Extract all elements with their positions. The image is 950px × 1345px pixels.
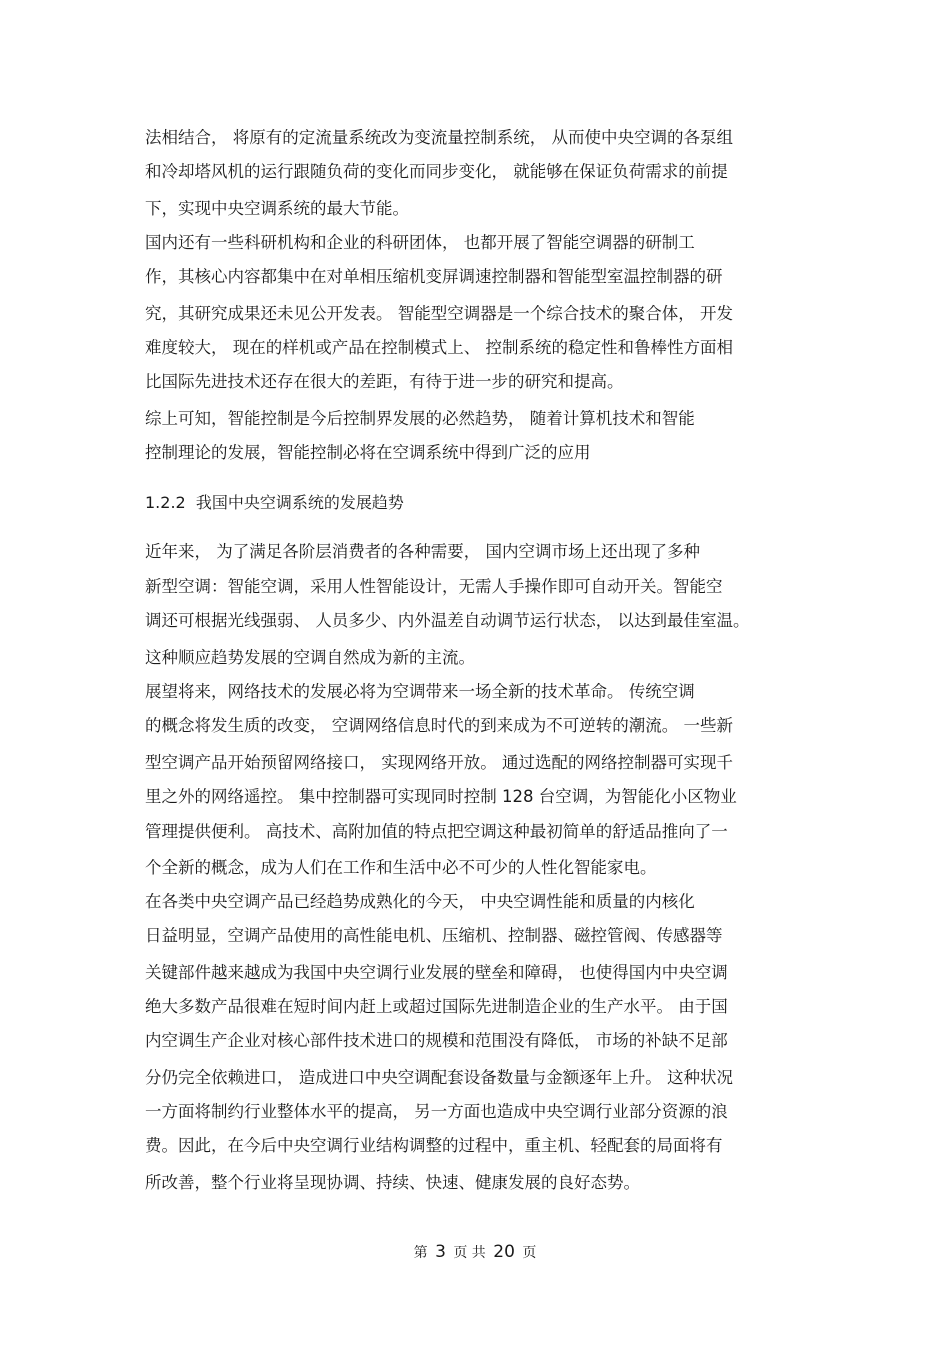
- section-number: 1.2.2: [145, 493, 186, 512]
- text-line: 型空调产品开始预留网络接口， 实现网络开放。 通过选配的网络控制器可实现千: [145, 753, 733, 772]
- text-line: 新型空调：智能空调，采用人性智能设计，无需人手操作即可自动开关。智能空: [145, 577, 723, 596]
- section-title: 我国中央空调系统的发展趋势: [195, 493, 404, 512]
- text-line: 究，其研究成果还未见公开发表。 智能型空调器是一个综合技术的聚合体， 开发: [145, 304, 733, 323]
- text-line: 比国际先进技术还存在很大的差距，有待于进一步的研究和提高。: [145, 372, 624, 391]
- text-line: 法相结合， 将原有的定流量系统改为变流量控制系统， 从而使中央空调的各泵组: [145, 128, 733, 147]
- footer-prefix: 第: [413, 1245, 428, 1261]
- footer-suffix: 页: [522, 1245, 537, 1261]
- text-line: 难度较大， 现在的样机或产品在控制模式上、 控制系统的稳定性和鲁棒性方面相: [145, 338, 733, 357]
- text-line: 作，其核心内容都集中在对单相压缩机变屏调速控制器和智能型室温控制器的研: [145, 267, 723, 286]
- text-line: 下，实现中央空调系统的最大节能。: [145, 199, 409, 218]
- text-line: 综上可知，智能控制是今后控制界发展的必然趋势， 随着计算机技术和智能: [145, 409, 695, 428]
- current-page-number: 3: [435, 1242, 446, 1262]
- text-line: 调还可根据光线强弱、 人员多少、内外温差自动调节运行状态， 以达到最佳室温。: [145, 611, 750, 630]
- text-line: 里之外的网络遥控。 集中控制器可实现同时控制 128 台空调，为智能化小区物业: [145, 787, 737, 806]
- text-line: 控制理论的发展，智能控制必将在空调系统中得到广泛的应用: [145, 443, 591, 462]
- text-line: 费。因此，在今后中央空调行业结构调整的过程中，重主机、轻配套的局面将有: [145, 1136, 723, 1155]
- text-line: 个全新的概念，成为人们在工作和生活中必不可少的人性化智能家电。: [145, 858, 657, 877]
- text-line: 和冷却塔风机的运行跟随负荷的变化而同步变化， 就能够在保证负荷需求的前提: [145, 162, 728, 181]
- text-line: 日益明显，空调产品使用的高性能电机、压缩机、控制器、磁控管阀、传感器等: [145, 926, 723, 945]
- text-line: 关键部件越来越成为我国中央空调行业发展的壁垒和障碍， 也使得国内中央空调: [145, 963, 728, 982]
- text-line: 所改善，整个行业将呈现协调、持续、快速、健康发展的良好态势。: [145, 1173, 640, 1192]
- footer-middle: 页 共: [453, 1245, 486, 1261]
- page-footer: [0, 1242, 950, 1263]
- text-line: 绝大多数产品很难在短时间内赶上或超过国际先进制造企业的生产水平。 由于国: [145, 997, 728, 1016]
- text-line: 在各类中央空调产品已经趋势成熟化的今天， 中央空调性能和质量的内核化: [145, 892, 695, 911]
- text-line: 内空调生产企业对核心部件技术进口的规模和范围没有降低， 市场的补缺不足部: [145, 1031, 728, 1050]
- text-line: 国内还有一些科研机构和企业的科研团体， 也都开展了智能空调器的研制工: [145, 233, 695, 252]
- total-page-count: 20: [493, 1242, 515, 1262]
- text-line: 展望将来，网络技术的发展必将为空调带来一场全新的技术革命。 传统空调: [145, 682, 695, 701]
- text-line: 一方面将制约行业整体水平的提高， 另一方面也造成中央空调行业部分资源的浪: [145, 1102, 728, 1121]
- text-line: 管理提供便利。 高技术、高附加值的特点把空调这种最初简单的舒适品推向了一: [145, 822, 728, 841]
- text-line: 的概念将发生质的改变， 空调网络信息时代的到来成为不可逆转的潮流。 一些新: [145, 716, 733, 735]
- text-line: 这种顺应趋势发展的空调自然成为新的主流。: [145, 648, 475, 667]
- text-line: 分仍完全依赖进口， 造成进口中央空调配套设备数量与金额逐年上升。 这种状况: [145, 1068, 733, 1087]
- section-heading: [145, 493, 404, 513]
- text-line: 近年来， 为了满足各阶层消费者的各种需要， 国内空调市场上还出现了多种: [145, 542, 700, 561]
